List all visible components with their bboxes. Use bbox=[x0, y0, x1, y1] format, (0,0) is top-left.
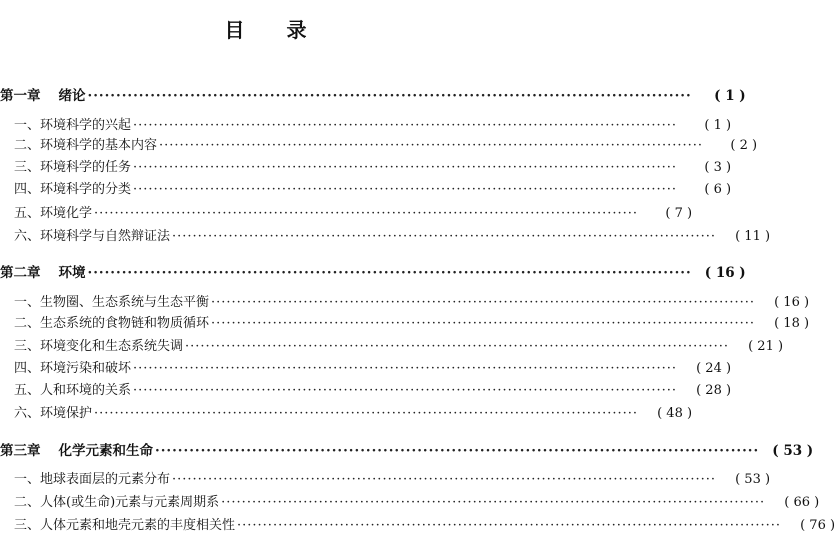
dot-leader: ·········································································································· bbox=[133, 383, 678, 398]
entry-page-number: ( 1 ) bbox=[704, 118, 732, 133]
dot-leader: ·········································································································· bbox=[237, 518, 782, 533]
toc-chapter-entry bbox=[0, 263, 746, 283]
dot-leader: ·········································································································· bbox=[87, 88, 692, 104]
entry-page-number: ( 2 ) bbox=[730, 138, 758, 153]
dot-leader: ·········································································································· bbox=[185, 339, 730, 354]
entry-title: 环境化学 bbox=[40, 206, 93, 221]
entry-number: 六、 bbox=[13, 229, 40, 244]
entry-number: 三、 bbox=[13, 339, 40, 354]
entry-title: 环境科学的分类 bbox=[40, 182, 132, 197]
entry-title: 环境科学的基本内容 bbox=[40, 138, 158, 153]
entry-number: 二、 bbox=[13, 138, 40, 153]
title-char-right: 录 bbox=[286, 18, 309, 42]
entry-number: 第三章 bbox=[0, 443, 41, 459]
toc-section-entry bbox=[0, 359, 732, 379]
entry-title: 环境污染和破坏 bbox=[40, 361, 132, 376]
dot-leader: ·········································································································· bbox=[221, 495, 766, 510]
entry-number: 一、 bbox=[13, 118, 40, 133]
toc-section-entry bbox=[0, 337, 784, 357]
dot-leader: ·········································································································· bbox=[133, 182, 678, 197]
entry-page-number: ( 16 ) bbox=[704, 265, 746, 281]
title-char-left: 目 bbox=[224, 18, 247, 42]
entry-title: 人体元素和地壳元素的丰度相关性 bbox=[40, 518, 236, 533]
toc-section-entry bbox=[0, 180, 732, 200]
entry-number: 五、 bbox=[13, 383, 40, 398]
entry-title: 人体(或生命)元素与元素周期系 bbox=[40, 495, 220, 510]
entry-title: 化学元素和生命 bbox=[58, 443, 153, 459]
entry-page-number: ( 76 ) bbox=[800, 518, 835, 533]
entry-title: 人和环境的关系 bbox=[40, 383, 132, 398]
entry-page-number: ( 6 ) bbox=[704, 182, 732, 197]
dot-leader: ·········································································································· bbox=[155, 443, 760, 459]
entry-page-number: ( 1 ) bbox=[714, 88, 746, 104]
toc-chapter-entry bbox=[0, 86, 746, 106]
toc-section-entry bbox=[0, 404, 693, 424]
page-title bbox=[0, 14, 533, 43]
toc-section-entry bbox=[0, 314, 810, 334]
entry-page-number: ( 53 ) bbox=[735, 472, 771, 487]
toc-section-entry bbox=[0, 116, 732, 136]
toc-section-entry bbox=[0, 516, 835, 536]
entry-page-number: ( 16 ) bbox=[774, 295, 810, 310]
dot-leader: ·········································································································· bbox=[159, 138, 704, 153]
entry-number: 第一章 bbox=[0, 88, 41, 104]
toc-section-entry bbox=[0, 204, 693, 224]
dot-leader: ·········································································································· bbox=[87, 265, 692, 281]
toc-chapter-entry bbox=[0, 441, 814, 461]
entry-title: 环境 bbox=[58, 265, 86, 281]
entry-page-number: ( 28 ) bbox=[696, 383, 732, 398]
entry-title: 绪论 bbox=[58, 88, 86, 104]
dot-leader: ·········································································································· bbox=[172, 229, 717, 244]
entry-title: 环境科学的任务 bbox=[40, 160, 132, 175]
dot-leader: ·········································································································· bbox=[133, 160, 678, 175]
entry-title: 环境变化和生态系统失调 bbox=[40, 339, 184, 354]
entry-number: 一、 bbox=[13, 295, 40, 310]
entry-page-number: ( 53 ) bbox=[772, 443, 814, 459]
dot-leader: ·········································································································· bbox=[94, 206, 639, 221]
entry-title: 环境科学的兴起 bbox=[40, 118, 132, 133]
dot-leader: ·········································································································· bbox=[211, 316, 756, 331]
toc-section-entry bbox=[0, 493, 820, 513]
entry-title: 环境科学与自然辩证法 bbox=[40, 229, 171, 244]
toc-section-entry bbox=[0, 136, 758, 156]
dot-leader: ·········································································································· bbox=[133, 118, 678, 133]
entry-page-number: ( 18 ) bbox=[774, 316, 810, 331]
entry-number: 六、 bbox=[13, 406, 40, 421]
toc-section-entry bbox=[0, 293, 810, 313]
toc-section-entry bbox=[0, 381, 732, 401]
toc-section-entry bbox=[0, 227, 771, 247]
entry-title: 生态系统的食物链和物质循环 bbox=[40, 316, 210, 331]
entry-number: 三、 bbox=[13, 160, 40, 175]
toc-section-entry bbox=[0, 470, 771, 490]
toc-section-entry bbox=[0, 158, 732, 178]
entry-number: 第二章 bbox=[0, 265, 41, 281]
entry-page-number: ( 11 ) bbox=[735, 229, 771, 244]
dot-leader: ·········································································································· bbox=[133, 361, 678, 376]
entry-number: 二、 bbox=[13, 495, 40, 510]
dot-leader: ·········································································································· bbox=[94, 406, 639, 421]
entry-page-number: ( 7 ) bbox=[665, 206, 693, 221]
entry-page-number: ( 24 ) bbox=[696, 361, 732, 376]
entry-number: 四、 bbox=[13, 361, 40, 376]
entry-title: 环境保护 bbox=[40, 406, 93, 421]
entry-number: 二、 bbox=[13, 316, 40, 331]
entry-title: 生物圈、生态系统与生态平衡 bbox=[40, 295, 210, 310]
entry-page-number: ( 66 ) bbox=[784, 495, 820, 510]
dot-leader: ·········································································································· bbox=[172, 472, 717, 487]
entry-page-number: ( 48 ) bbox=[657, 406, 693, 421]
entry-page-number: ( 3 ) bbox=[704, 160, 732, 175]
entry-page-number: ( 21 ) bbox=[748, 339, 784, 354]
entry-number: 四、 bbox=[13, 182, 40, 197]
entry-number: 三、 bbox=[13, 518, 40, 533]
dot-leader: ·········································································································· bbox=[211, 295, 756, 310]
entry-title: 地球表面层的元素分布 bbox=[40, 472, 171, 487]
entry-number: 一、 bbox=[13, 472, 40, 487]
entry-number: 五、 bbox=[13, 206, 40, 221]
